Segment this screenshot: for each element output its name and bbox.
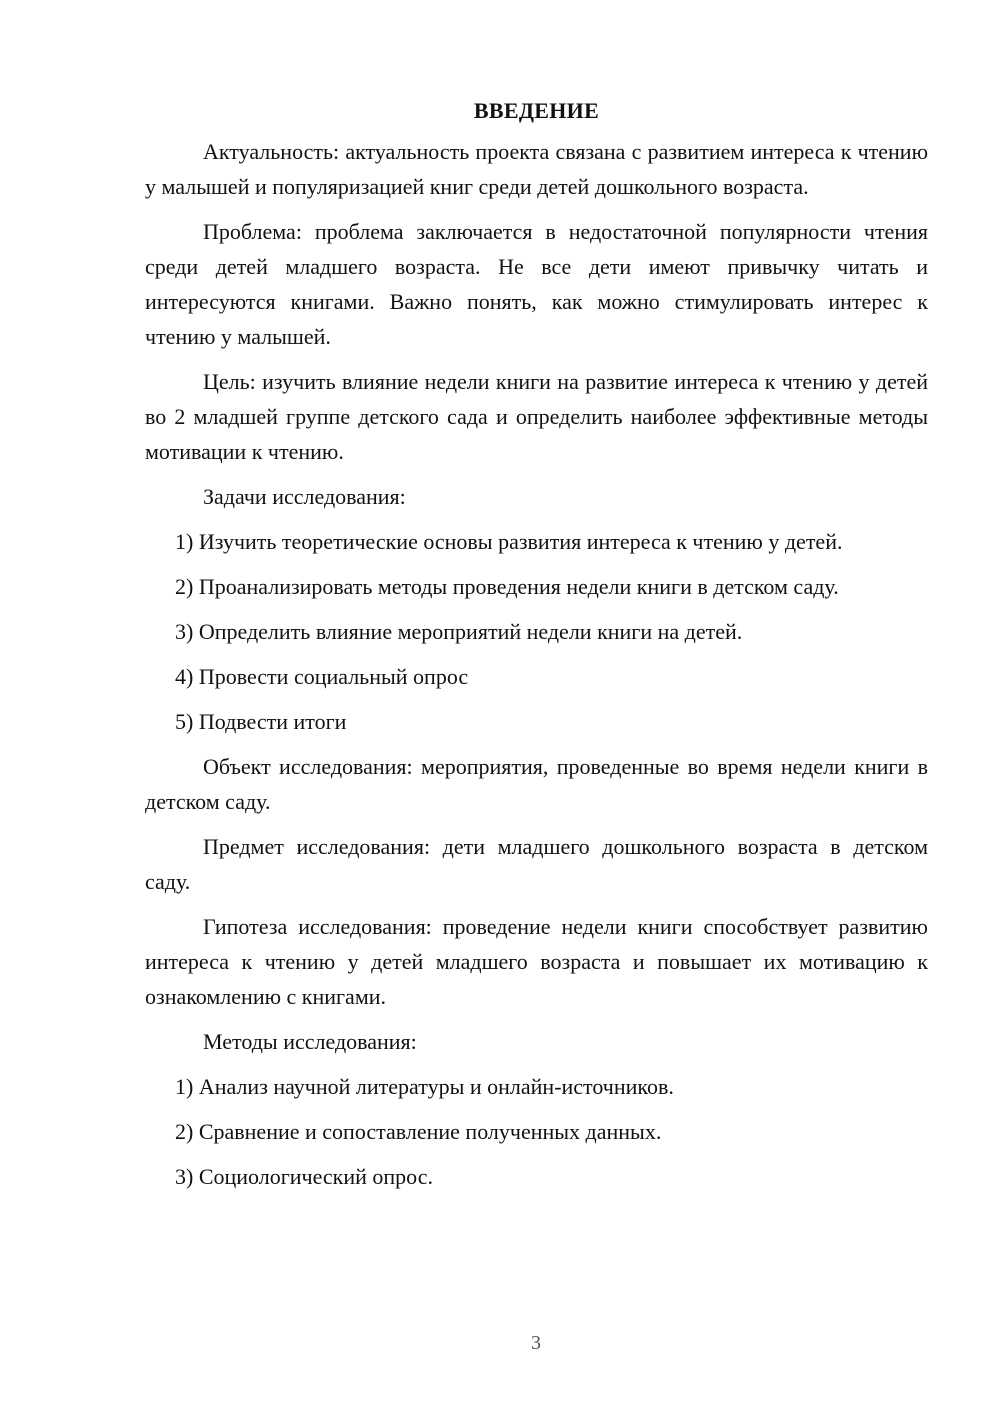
task-item: 2) Проанализировать методы проведения недели книги в детском саду. xyxy=(175,574,839,599)
page-number: 3 xyxy=(531,1332,541,1354)
problem-paragraph: Проблема: проблема заключается в недостаточной популярности чтения среди детей младшего возраста. Не все дети имеют привычку читать и интересуются книгами. Важно понять, как можно стимулировать интерес к чтению у малышей. xyxy=(145,219,928,349)
task-item: 5) Подвести итоги xyxy=(175,709,347,734)
section-title: ВВЕДЕНИЕ xyxy=(473,98,600,123)
relevance-paragraph: Актуальность: актуальность проекта связана с развитием интереса к чтению у малышей и популяризацией книг среди детей дошкольного возраста. xyxy=(145,139,928,199)
task-item: 4) Провести социальный опрос xyxy=(175,664,469,689)
hypothesis-paragraph: Гипотеза исследования: проведение недели книги способствует развитию интереса к чтению у детей младшего возраста и повышает их мотивацию к ознакомлению с книгами. xyxy=(145,914,928,1009)
subject-paragraph: Предмет исследования: дети младшего дошкольного возраста в детском саду. xyxy=(145,834,928,894)
task-item: 1) Изучить теоретические основы развития интереса к чтению у детей. xyxy=(175,529,843,554)
page-content xyxy=(145,96,928,1204)
method-item: 3) Социологический опрос. xyxy=(175,1164,433,1189)
tasks-heading: Задачи исследования: xyxy=(203,484,406,509)
method-item: 1) Анализ научной литературы и онлайн-источников. xyxy=(175,1074,674,1099)
goal-paragraph: Цель: изучить влияние недели книги на развитие интереса к чтению у детей во 2 младшей группе детского сада и определить наиболее эффективные методы мотивации к чтению. xyxy=(145,369,928,464)
method-item: 2) Сравнение и сопоставление полученных данных. xyxy=(175,1119,662,1144)
task-item: 3) Определить влияние мероприятий недели книги на детей. xyxy=(175,619,743,644)
tasks-list xyxy=(145,524,928,739)
object-paragraph: Объект исследования: мероприятия, проведенные во время недели книги в детском саду. xyxy=(145,754,928,814)
methods-heading: Методы исследования: xyxy=(203,1029,417,1054)
methods-list xyxy=(145,1069,928,1194)
